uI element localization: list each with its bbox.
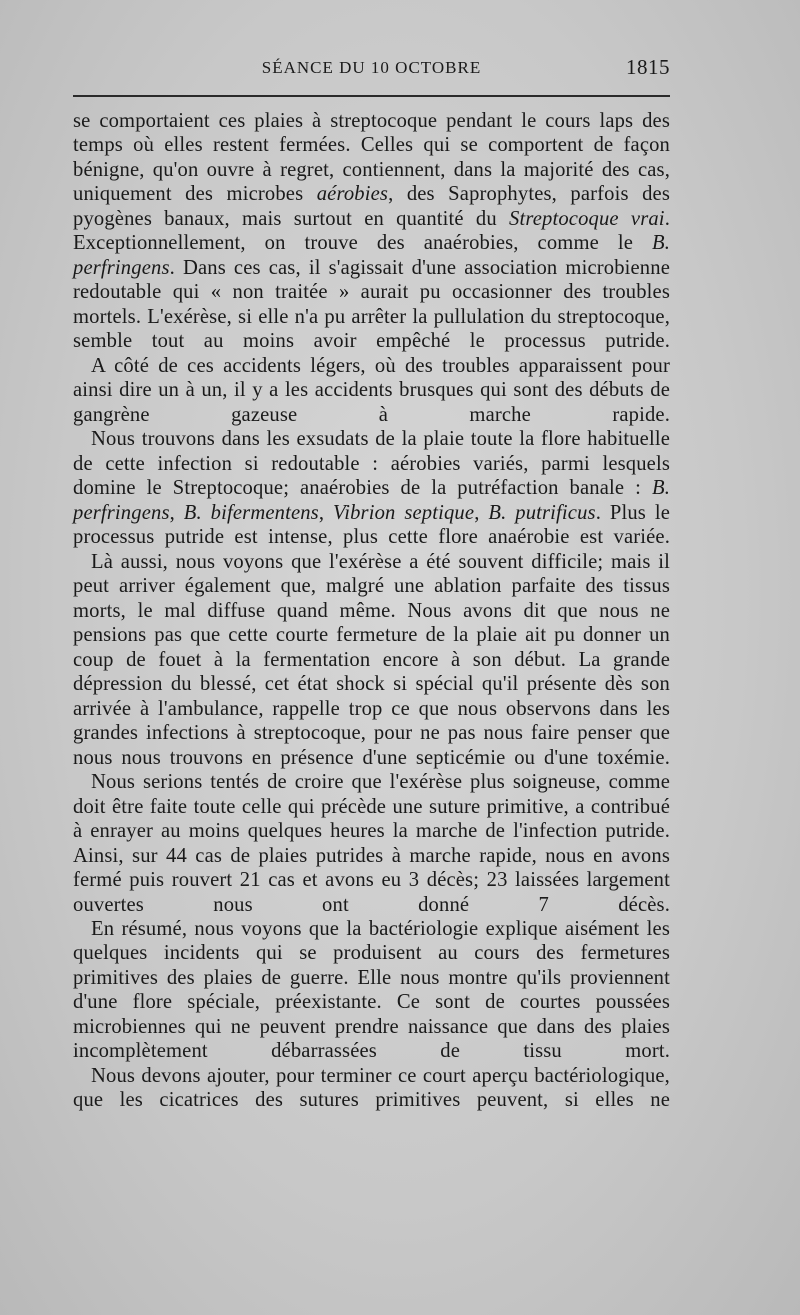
p1-text-3: . Exceptionnellement, on trouve des anaérobies, comme le xyxy=(73,207,670,255)
paragraph-3 xyxy=(73,427,670,549)
running-title: SÉANCE DU 10 OCTOBRE xyxy=(261,58,482,77)
p1-italic-perfringens: B. perfringens xyxy=(73,232,670,279)
p3-italic-putrificus: B. putrificus xyxy=(488,501,596,524)
p1-italic-streptocoque: Streptocoque vrai xyxy=(509,207,665,230)
p3-text-3: , xyxy=(318,501,334,524)
paragraph-5: Nous serions tentés de croire que l'exérèse plus soigneuse, comme doit être faite toute celle qui précède une suture primitive, a contribué à enrayer au moins quelques heures la marche de l'infection putride. Ainsi, sur 44 cas de plaies putrides à marche rapide, nous en avons fermé puis rouvert 21 cas et avons eu 3 décès; 23 laissées largement ouvertes nous ont donné 7 décès. xyxy=(73,771,670,916)
page-number: 1815 xyxy=(626,55,670,79)
p1-italic-aerobies: aérobies xyxy=(316,183,389,206)
paragraph-6: En résumé, nous voyons que la bactériologie explique aisément les quelques incidents qui se produisent au cours des fermetures primitives des plaies de guerre. Elle nous montre qu'ils proviennent d'une flore spéciale, préexistante. Ce sont de courtes poussées microbiennes qui ne peuvent prendre naissance que dans des plaies incomplètement débarrassées de tissu mort. xyxy=(73,917,670,1063)
p1-text-2: , des Saprophytes, parfois des pyogènes banaux, mais surtout en quantité du xyxy=(73,183,670,230)
p3-text-1: Nous trouvons dans les exsudats de la plaie toute la flore habituelle de cette infection si redoutable : aérobies variés, parmi lesquels domine le Streptocoque; anaérobies de la putréfaction banale : xyxy=(73,428,670,500)
header-rule xyxy=(73,95,670,97)
p3-italic-bifermentens: B. bifermentens xyxy=(183,501,319,524)
p3-text-5: . Plus le processus putride est intense, plus cette flore anaérobie est variée. xyxy=(73,501,670,549)
paragraph-7: Nous devons ajouter, pour terminer ce court aperçu bactériologique, que les cicatrices des sutures primitives peuvent, si elles ne xyxy=(73,1064,670,1112)
paragraph-4: Là aussi, nous voyons que l'exérèse a été souvent difficile; mais il peut arriver également que, malgré une ablation parfaite des tissus morts, le mal diffuse quand même. Nous avons dit que nous ne pensions pas que cette courte fermeture de la plaie ait pu donner un coup de fouet à la fermentation encore à son début. La grande dépression du blessé, cet état shock si spécial qu'il présente dès son arrivée à l'ambulance, rappelle trop ce que nous observons dans les grandes infections à streptocoque, pour ne pas nous faire penser que nous nous trouvons en présence d'une septicémie ou d'une toxémie. xyxy=(73,550,670,769)
body-text xyxy=(73,109,670,1113)
paragraph-2: A côté de ces accidents légers, où des troubles apparaissent pour ainsi dire un à un, il y a les accidents brusques qui sont des débuts de gangrène gazeuse à marche rapide. xyxy=(73,354,670,426)
p1-text-1: se comportaient ces plaies à streptocoque pendant le cours laps des temps où elles restent fermées. Celles qui se comportent de façon bénigne, qu'on ouvre à regret, contiennent, dans la majorité des cas, uniquement des microbes xyxy=(73,110,670,206)
page-header xyxy=(73,52,670,82)
p3-text-4: , xyxy=(474,501,489,524)
p3-text-2: , xyxy=(169,501,184,524)
p3-italic-vibrion: Vibrion septique xyxy=(333,501,475,524)
p1-text-4: . Dans ces cas, il s'agissait d'une association microbienne redoutable qui « non traitée » aurait pu occasionner des troubles mortels. L'exérèse, si elle n'a pu arrêter la pullulation du streptocoque, semble tout au moins avoir empêché le processus putride. xyxy=(73,256,670,353)
paragraph-1 xyxy=(73,109,670,354)
p3-italic-perfringens: B. perfringens xyxy=(73,477,670,524)
